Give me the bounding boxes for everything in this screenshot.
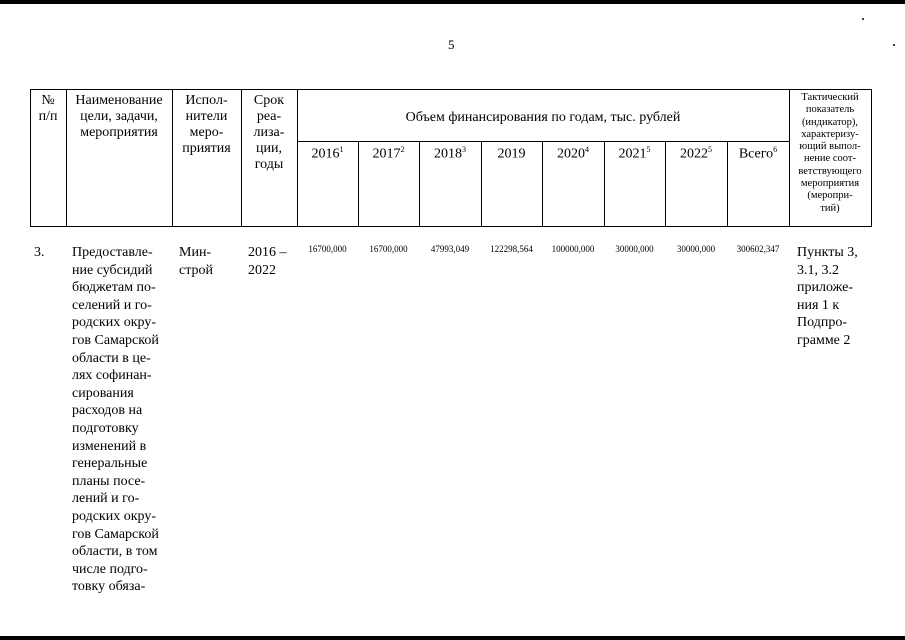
value-2022: 30000,000 [676,244,716,254]
year-header: 2017$^2$ [372,145,405,162]
row-term: 2016 – 2022 [248,245,287,278]
header-number: № п/п [38,93,58,124]
scan-speck [893,44,895,46]
row-number: 3. [34,245,45,260]
financing-title: Объем финансирования по годам, тыс. рублей [405,110,681,125]
page-number: 5 [448,37,455,52]
scan-speck [862,18,864,20]
financing-divider [297,141,789,142]
year-header: 2022$^5$ [680,145,712,162]
value-2019: 122298,564 [490,244,533,254]
value-2021: 30000,000 [615,244,654,254]
value-2016: 16700,000 [308,244,347,254]
year-header: 2020$^4$ [557,145,589,162]
row-indicator: Пункты 3, 3.1, 3.2 приложе- ния 1 к Подпро- грамме 2 [797,245,858,348]
bottom-scan-edge [0,636,905,640]
header-name: Наименование цели, задачи, мероприятия [75,93,163,140]
row-executor: Мин- строй [179,245,213,278]
header-executors: Испол- нители меро- приятия [182,93,231,156]
value-2020: 100000,000 [551,244,595,254]
top-scan-edge [0,0,905,4]
year-header: 2021$^5$ [618,145,651,162]
year-header: 2016$^1$ [311,145,344,162]
header-indicator: Тактический показатель (индикатор), характеризу- ющий выпол- нение соот- ветствующего мероприятия (меропри- тий) [798,92,862,214]
year-header: 2019 [497,146,526,162]
row-name: Предоставле- ние субсидий бюджетам по- селений и го- родских окру- гов Самарской области в це- лях софинан- сирования расходов на подготовку изменений в генеральные планы посе- лений и го- родских окру- гов Самарской области, в том числе подго- товку обяза- [72,245,159,595]
header-term: Срок реа- лиза- ции, годы [253,93,285,172]
year-header: Всего$^6$ [738,145,778,162]
value-total: 300602,347 [736,244,780,254]
value-2018: 47993,049 [430,244,470,254]
value-2017: 16700,000 [369,244,408,254]
year-header: 2018$^3$ [434,145,466,162]
